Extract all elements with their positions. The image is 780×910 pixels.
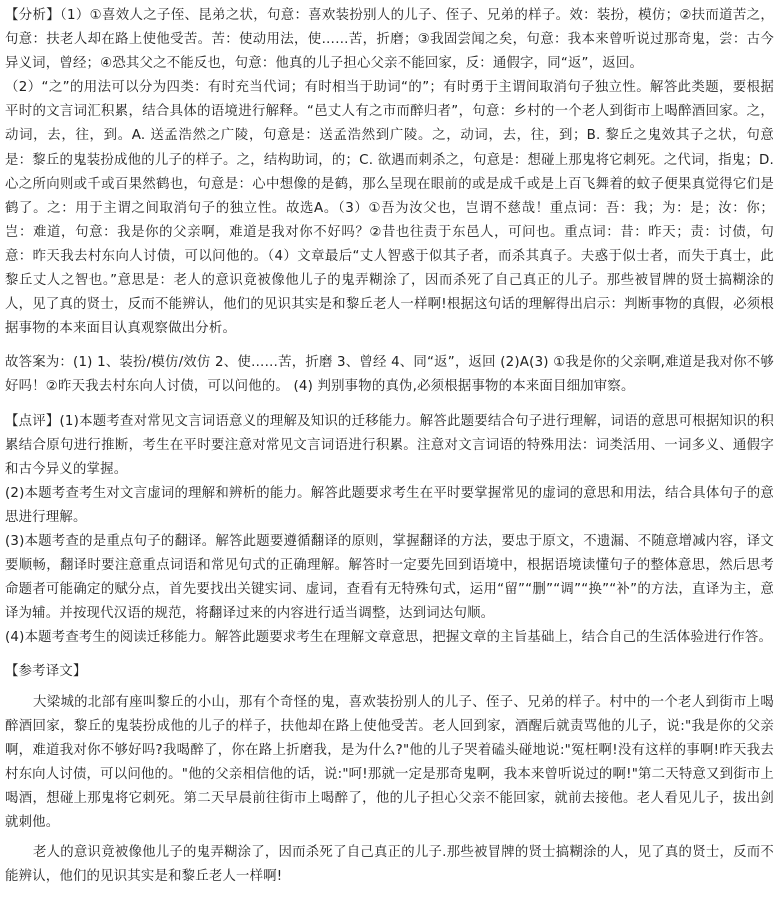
comment-paragraph-2: (2)本题考查考生对文言虚词的理解和辨析的能力。解答此题要求考生在平时要掌握常见的虚词的意思和用法，结合具体句子的意思进行理解。 — [5, 485, 774, 525]
analysis-paragraph-2: （2）“之”的用法可以分为四类：有时充当代词；有时相当于助词“的”；有时勇于主谓间取消句子独立性。解答此类题，要根据平时的文言词汇积累，结合具体的语境进行解释。“邑丈人有之市而醉归者”，句意：乡村的一个老人到街市上喝醉酒回家。之，动词，去，往，到。A. 送孟浩然之广陵，句意是：送孟浩然到广陵。之，动词，去，往，到；B. 黎丘之鬼效其子之状，句意是：黎丘的鬼装扮成他的儿子的样子。之，结构助词，的；C. 欲遇而刺杀之，句意是：想碰上那鬼将它刺死。之代词，指鬼；D. 心之所向则或千或百果然鹤也，句意是：心中想像的是鹤，那么呈现在眼前的或是成千或是上百飞舞着的蚊子便果真觉得它们是鹤了。之：用于主谓之间取消句子的独立性。故选A。（3）①吾为汝父也，岂谓不慈哉！重点词：吾：我；为：是；汝：你；岂：难道，句意：我是你的父亲啊，难道是我对你不好吗？②昔也往责于东邑人，可问也。重点词：昔：昨天；责：讨债，句意：昨天我去村东向人讨债，可以问他的。（4）文章最后“丈人智惑于似其子者，而杀其真子。夫惑于似士者，而失于真士，此黎丘丈人之智也。”意思是：老人的意识竟被像他儿子的鬼弄糊涂了，因而杀死了自己真正的儿子。那些被冒牌的贤士搞糊涂的人，见了真的贤士，反而不能辨认，他们的见识其实是和黎丘老人一样啊!根据这句话的理解得出启示：判断事物的真假，必须根据事物的本来面目认真观察做出分析。 — [5, 80, 774, 337]
comment-section — [5, 410, 774, 651]
answer-paragraph: 故答案为：(1) 1、装扮/模仿/效仿 2、使……苦，折磨 3、曾经 4、同“返”，返回 (2)A(3) ①我是你的父亲啊,难道是我对你不够好吗！②昨天我去村东向人讨债，可以问他的。 (4) 判别事物的真伪,必须根据事物的本来面目细加审察。 — [5, 355, 774, 395]
spacer — [5, 400, 774, 410]
translation-paragraph-1: 大梁城的北部有座叫黎丘的小山，那有个奇怪的鬼，喜欢装扮别人的儿子、侄子、兄弟的样子。村中的一个老人到街市上喝醉酒回家，黎丘的鬼装扮成他的儿子的样子，扶他却在路上使他受苦。老人回到家，酒醒后就责骂他的儿子，说:"我是你的父亲啊，难道我对你不够好吗?我喝醉了，你在路上折磨我，是为什么?"他的儿子哭着磕头碰地说:"冤枉啊!没有这样的事啊!昨天我去村东向人讨债，可以问他的。"他的父亲相信他的话，说:"呵!那就一定是那奇鬼啊，我本来曾听说过的啊!"第二天特意又到街市上喝酒，想碰上那鬼将它刺死。第二天早晨前往街市上喝醉了，他的儿子担心父亲不能回家，就前去接他。老人看见儿子，拔出剑就刺他。 — [5, 694, 774, 830]
spacer — [5, 650, 774, 660]
translation-heading: 【参考译文】 — [5, 664, 87, 680]
comment-paragraph-3: (3)本题考查的是重点句子的翻译。解答此题要遵循翻译的原则，掌握翻译的方法，要忠于原文，不遗漏、不随意增减内容，译文要顺畅，翻译时要注意重点词语和常见句式的正确理解。解答时一定要先回到语境中，根据语境读懂句子的整体意思，然后思考命题者可能确定的赋分点，首先要找出关键实词、虚词，查看有无特殊句式，运用“留”“删”“调”“换”“补”的方法，直译为主，意译为辅。并按现代汉语的规范，将翻译过来的内容进行适当调整，达到词达句顺。 — [5, 533, 774, 622]
translation-section — [5, 660, 774, 889]
analysis-section — [5, 4, 774, 341]
comment-paragraph-1: 【点评】(1)本题考查对常见文言词语意义的理解及知识的迁移能力。解答此题要结合句子进行理解，词语的意思可根据知识的积累结合原句进行推断，考生在平时要注意对常见文言词语进行积累。注意对文言词语的特殊用法：词类活用、一词多义、通假字和古今异义的掌握。 — [5, 413, 774, 477]
spacer — [5, 341, 774, 351]
translation-paragraph-2: 老人的意识竟被像他儿子的鬼弄糊涂了，因而杀死了自己真正的儿子.那些被冒牌的贤士搞糊涂的人，见了真的贤士，反而不能辨认，他们的见识其实是和黎丘老人一样啊! — [5, 845, 774, 885]
analysis-paragraph-1: 【分析】（1）①喜效人之子侄、昆弟之状，句意：喜欢装扮别人的儿子、侄子、兄弟的样子。效：装扮，模仿；②扶而道苦之，句意：扶老人却在路上使他受苦。苦：使动用法，使……苦，折磨；③我固尝闻之矣，句意：我本来曾听说过那奇鬼，尝：古今异义词，曾经；④恐其父之不能反也，句意：他真的儿子担心父亲不能回家，反：通假字，同“返”，返回。 — [5, 8, 774, 72]
comment-paragraph-4: (4)本题考查考生的阅读迁移能力。解答此题要求考生在理解文章意思，把握文章的主旨基础上，结合自己的生活体验进行作答。 — [5, 630, 773, 646]
answer-section — [5, 351, 774, 399]
